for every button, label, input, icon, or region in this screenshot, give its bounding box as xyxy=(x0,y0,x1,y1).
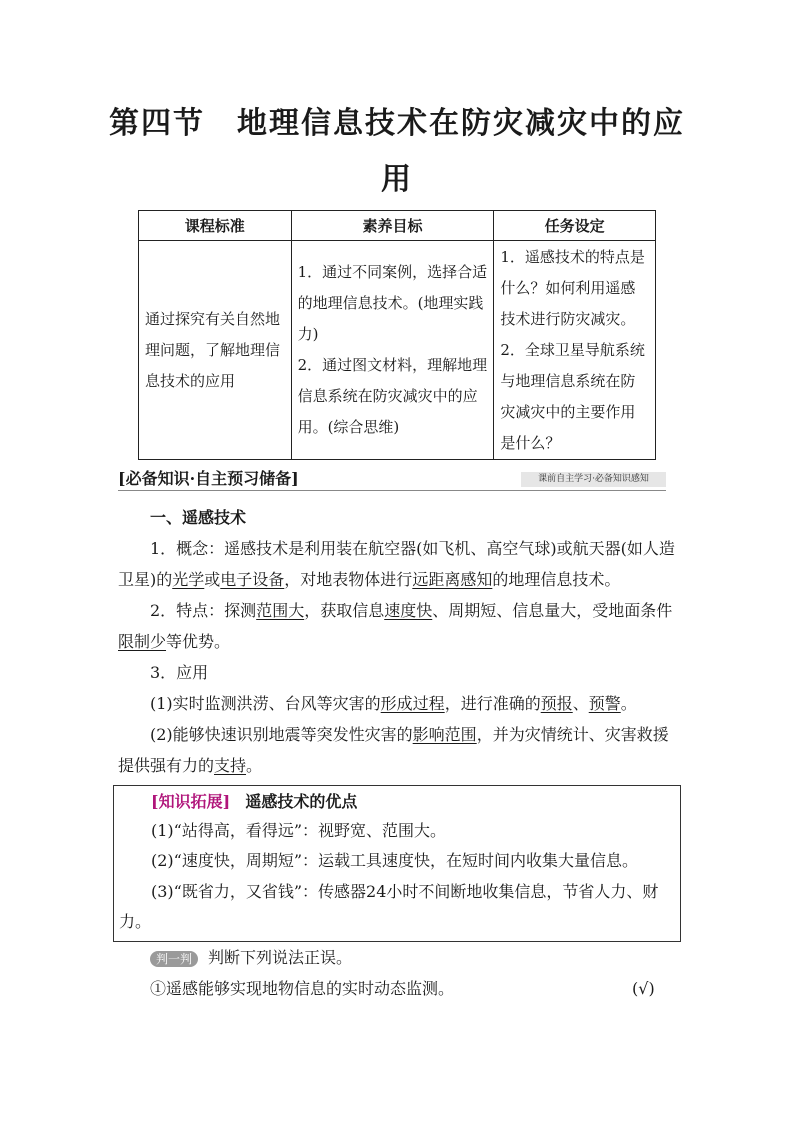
knowledge-box-heading xyxy=(119,787,711,817)
knowledge-tag: [知识拓展] xyxy=(151,792,231,811)
table-cell-standard: 通过探究有关自然地理问题，了解地理信息技术的应用 xyxy=(139,241,292,460)
paragraph-concept: 1．概念：遥感技术是利用装在航空器(如飞机、高空气球)或航天器(如人造卫星)的光学或电子设备，对地表物体进行远距离感知的地理信息技术。 xyxy=(118,539,675,589)
judge-badge: 判一判 xyxy=(150,951,198,967)
table-header: 素养目标 xyxy=(291,211,494,241)
section-tag: 课前自主学习·必备知识感知 xyxy=(521,472,666,487)
judge-answer-mark: (√) xyxy=(632,979,655,998)
knowledge-item: (1)“站得高，看得远”：视野宽、范围大。 xyxy=(151,821,447,840)
page-title: 第四节 地理信息技术在防灾减灾中的应 xyxy=(109,106,685,141)
paragraph-features: 2．特点：探测范围大，获取信息速度快、周期短、信息量大，受地面条件限制少等优势。 xyxy=(118,601,673,651)
table-cell-tasks: 1．遥感技术的特点是什么？如何利用遥感技术进行防灾减灾。 2．全球卫星导航系统与地理信息系统在防灾减灾中的主要作用是什么？ xyxy=(494,241,656,460)
table-row xyxy=(139,241,656,460)
table-header: 课程标准 xyxy=(139,211,292,241)
knowledge-item: (2)“速度快，周期短”：运载工具速度快，在短时间内收集大量信息。 xyxy=(151,851,639,870)
judge-item: ①遥感能够实现地物信息的实时动态监测。 xyxy=(150,979,455,998)
knowledge-item: (3)“既省力，又省钱”：传感器24小时不间断地收集信息，节省人力、财力。 xyxy=(119,882,659,931)
paragraph-applications: 3．应用 xyxy=(150,663,209,682)
page-title-continued: 用 xyxy=(381,162,413,197)
curriculum-table xyxy=(138,210,656,460)
table-cell-goals: 1．通过不同案例，选择合适的地理信息技术。(地理实践力) 2．通过图文材料，理解地理信息系统在防灾减灾中的应用。(综合思维) xyxy=(291,241,494,460)
paragraph-application-1: (1)实时监测洪涝、台风等灾害的形成过程，进行准确的预报、预警。 xyxy=(150,694,637,713)
knowledge-title: 遥感技术的优点 xyxy=(245,792,358,811)
section-title: [必备知识·自主预习储备] xyxy=(118,469,299,488)
judge-prompt-line: 判一判 判断下列说法正误。 xyxy=(118,942,708,973)
table-header: 任务设定 xyxy=(494,211,656,241)
table-header-row xyxy=(139,211,656,241)
paragraph-application-2: (2)能够快速识别地震等突发性灾害的影响范围，并为灾情统计、灾害救援提供强有力的支持。 xyxy=(118,725,669,775)
heading-remote-sensing: 一、遥感技术 xyxy=(150,508,247,527)
